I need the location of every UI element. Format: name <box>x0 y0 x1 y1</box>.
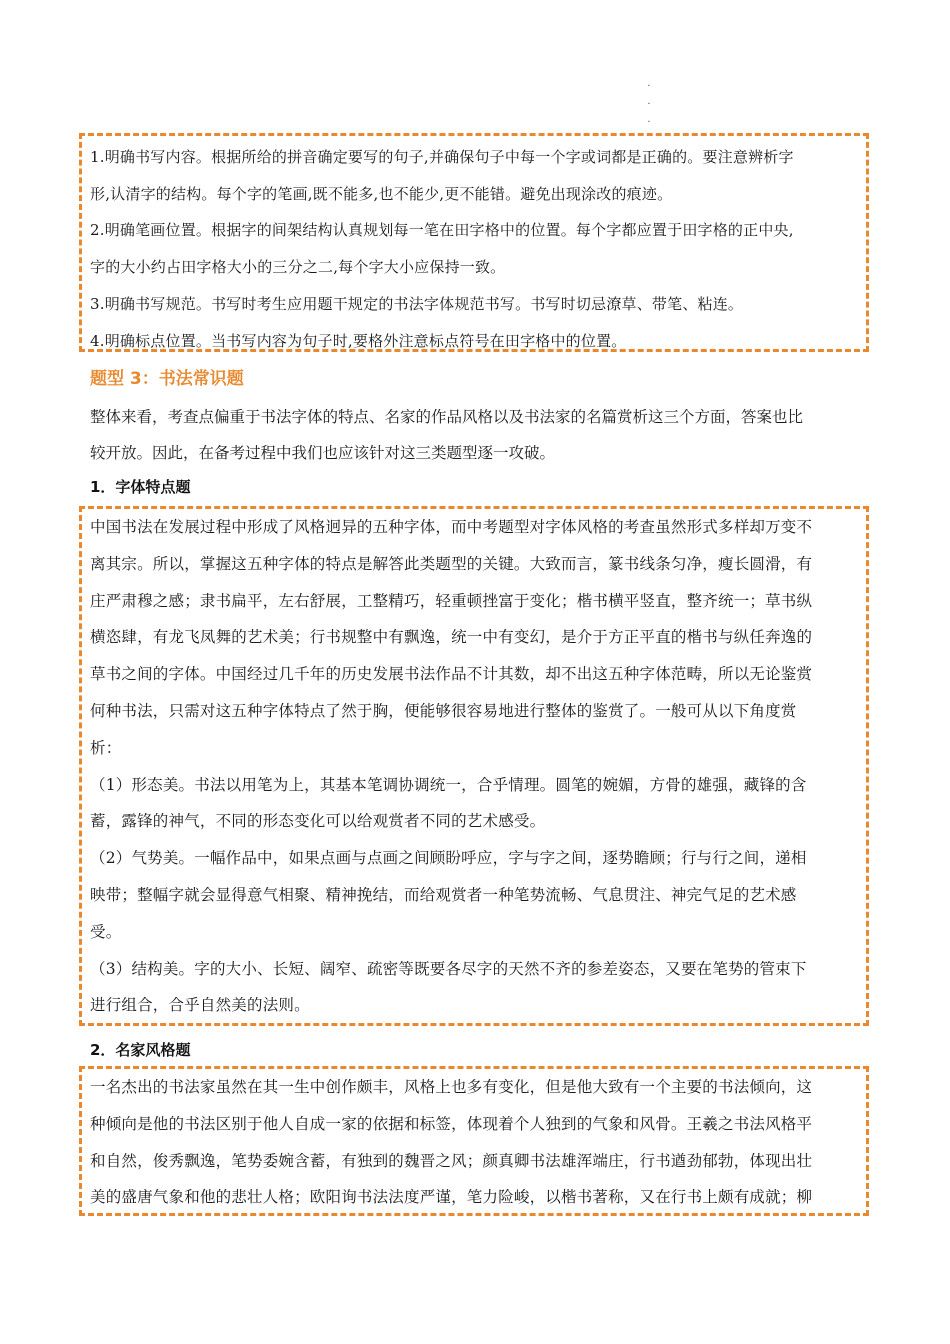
tip-line: 3.明确书写规范。书写时考生应用题干规定的书法字体规范书写。书写时切忌潦草、带笔、粘连。 <box>90 294 744 313</box>
text-line: （2）气势美。一幅作品中，如果点画与点画之间顾盼呼应，字与字之间，逐势瞻顾；行与行之间，递相 <box>90 849 807 868</box>
text-line: 受。 <box>90 922 122 941</box>
text-line: 庄严肃穆之感；隶书扁平，左右舒展，工整精巧，轻重顿挫富于变化；楷书横平竖直，整齐统一；草书纵 <box>90 591 813 610</box>
dot: · <box>647 81 651 92</box>
subsection-title-master-style: 2．名家风格题 <box>90 1041 191 1059</box>
text-line: 蓄，露锋的神气，不同的形态变化可以给观赏者不同的艺术感受。 <box>90 812 546 831</box>
text-line: 析： <box>90 738 122 757</box>
tip-line: 4.明确标点位置。当书写内容为句子时,要格外注意标点符号在田字格中的位置。 <box>90 331 627 350</box>
text-line: 种倾向是他的书法区别于他人自成一家的依据和标签，体现着个人独到的气象和风骨。王羲之书法风格平 <box>90 1114 813 1133</box>
intro-line: 整体来看，考查点偏重于书法字体的特点、名家的作品风格以及书法家的名篇赏析这三个方面，答案也比 <box>90 408 804 426</box>
master-style-box <box>79 1066 869 1216</box>
text-line: 进行组合，合乎自然美的法则。 <box>90 996 310 1015</box>
text-line: 美的盛唐气象和他的悲壮人格；欧阳询书法法度严谨，笔力险峻，以楷书著称，又在行书上颇有成就；柳 <box>90 1188 813 1207</box>
tip-line: 2.明确笔画位置。根据字的间架结构认真规划每一笔在田字格中的位置。每个字都应置于田字格的正中央, <box>90 221 794 240</box>
intro-paragraph <box>90 399 860 471</box>
text-line: （1）形态美。书法以用笔为上，其基本笔调协调统一，合乎情理。圆笔的婉媚，方骨的雄强，藏锋的含 <box>90 775 807 794</box>
tip-line: 字的大小约占田字格大小的三分之二,每个字大小应保持一致。 <box>90 258 506 277</box>
writing-tips-box <box>79 133 869 352</box>
font-features-box <box>79 506 869 1026</box>
section-title: 题型 3：书法常识题 <box>90 369 244 389</box>
text-line: 何种书法，只需对这五种字体特点了然于胸，便能够很容易地进行整体的鉴赏了。一般可从以下角度赏 <box>90 701 797 720</box>
text-line: 映带；整幅字就会显得意气相聚、精神挽结，而给观赏者一种笔势流畅、气息贯注、神完气足的艺术感 <box>90 885 797 904</box>
text-line: 横恣肆，有龙飞凤舞的艺术美；行书规整中有飘逸，统一中有变幻，是介于方正平直的楷书与纵任奔逸的 <box>90 628 813 647</box>
subsection-title-font-features: 1．字体特点题 <box>90 478 191 496</box>
tip-line: 1.明确书写内容。根据所给的拼音确定要写的句子,并确保句子中每一个字或词都是正确的。要注意辨析字 <box>90 148 794 166</box>
text-line: 离其宗。所以，掌握这五种字体的特点是解答此类题型的关键。大致而言，篆书线条匀净，瘦长圆滑，有 <box>90 554 813 573</box>
text-line: 草书之间的字体。中国经过几千年的历史发展书法作品不计其数，却不出这五种字体范畴，所以无论鉴赏 <box>90 665 813 684</box>
intro-line: 较开放。因此，在备考过程中我们也应该针对这三类题型逐一攻破。 <box>90 444 556 462</box>
dot: · <box>647 117 651 128</box>
tip-line: 形,认清字的结构。每个字的笔画,既不能多,也不能少,更不能错。避免出现涂改的痕迹。 <box>90 184 673 203</box>
text-line: （3）结构美。字的大小、长短、阔窄、疏密等既要各尽字的天然不齐的参差姿态，又要在笔势的管束下 <box>90 959 807 978</box>
header-dots <box>645 78 653 132</box>
dot: · <box>647 99 651 110</box>
text-line: 中国书法在发展过程中形成了风格迥异的五种字体，而中考题型对字体风格的考查虽然形式多样却万变不 <box>90 518 813 536</box>
text-line: 和自然，俊秀飘逸，笔势委婉含蓄，有独到的魏晋之风；颜真卿书法雄浑端庄，行书遒劲郁勃，体现出壮 <box>90 1151 813 1170</box>
text-line: 一名杰出的书法家虽然在其一生中创作颇丰，风格上也多有变化，但是他大致有一个主要的书法倾向，这 <box>90 1078 813 1096</box>
